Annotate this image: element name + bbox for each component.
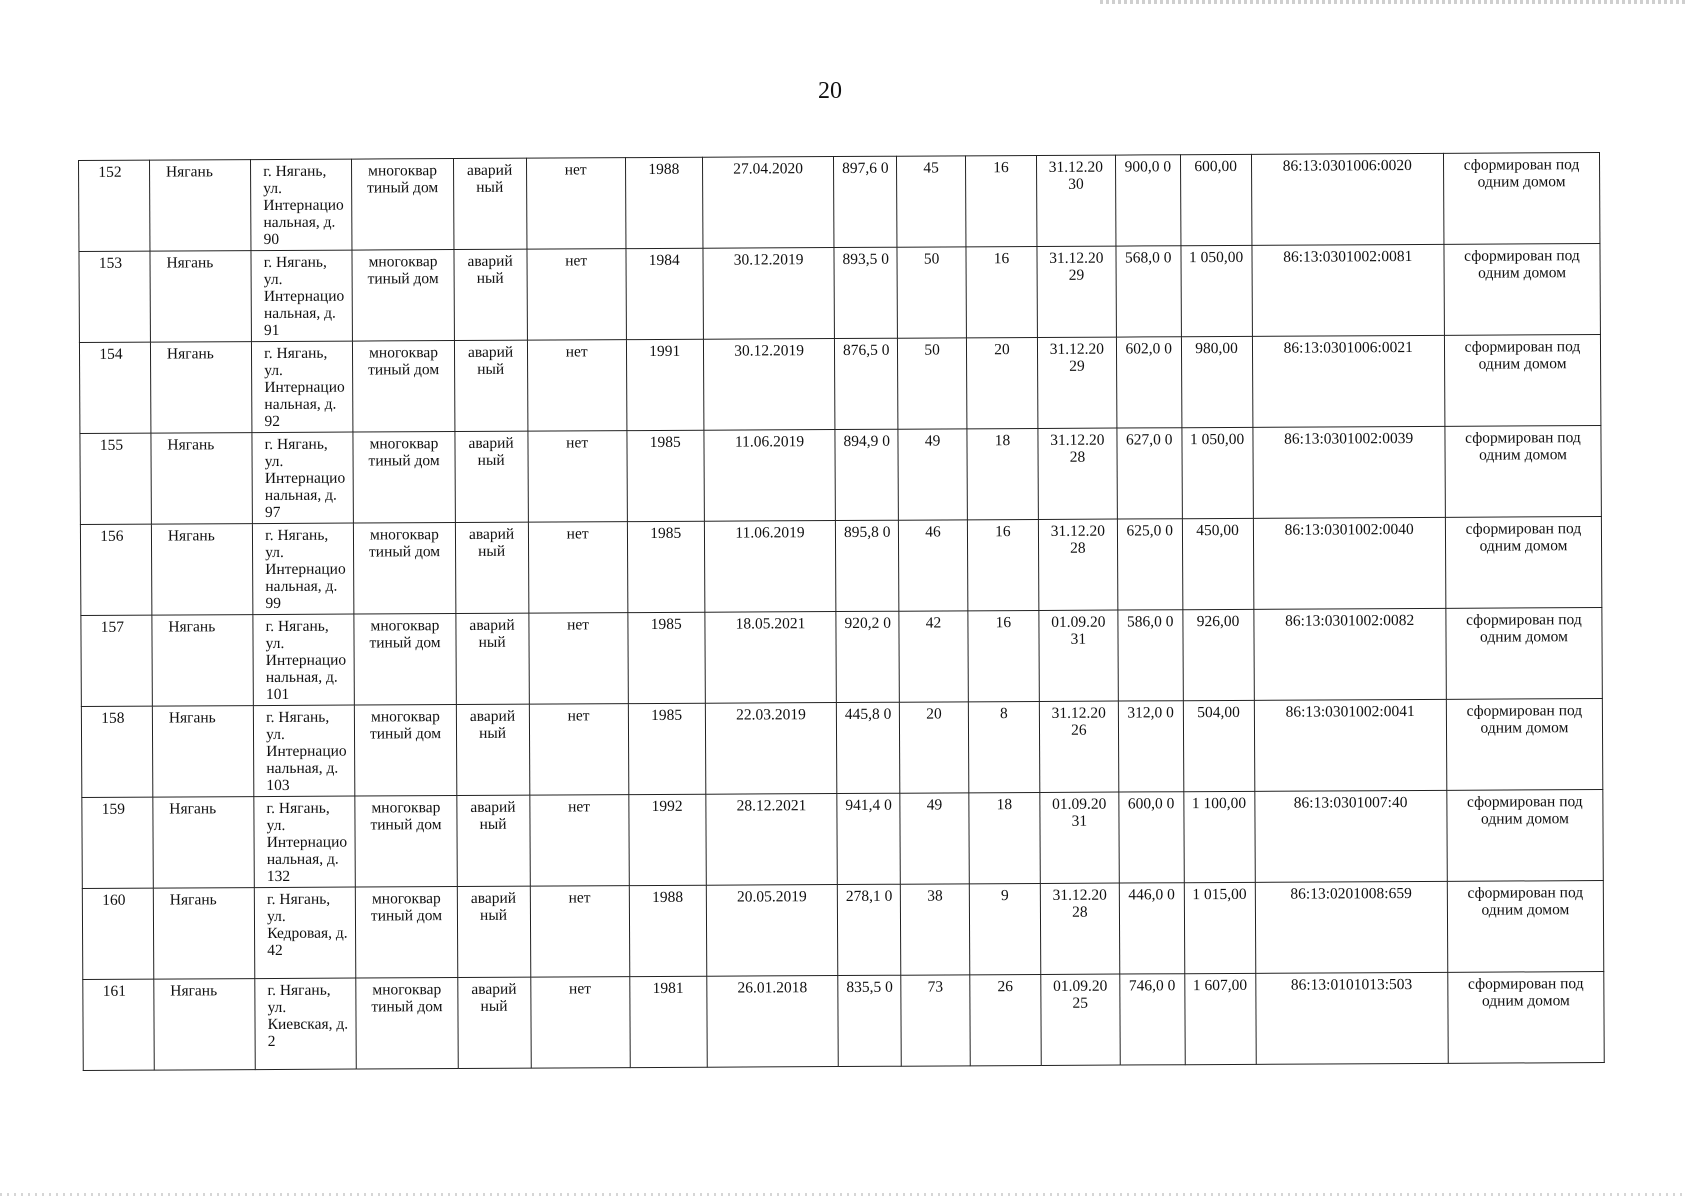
cell-deadline: 31.12.20 28 <box>1038 428 1117 519</box>
cell-cadastral-number: 86:13:0301007:40 <box>1254 790 1447 882</box>
cell-city: Нягань <box>150 342 252 434</box>
cell-apartments: 20 <box>966 337 1037 428</box>
cell-land-area: 900,0 0 <box>1115 155 1180 246</box>
cell-flag: нет <box>529 704 629 796</box>
cell-row-number: 153 <box>79 251 150 342</box>
cell-status: сформирован под одним домом <box>1447 881 1604 973</box>
cell-city: Нягань <box>151 524 253 616</box>
cell-address: г. Нягань, ул. Интернацио нальная, д. 99 <box>253 523 355 615</box>
cell-status: сформирован под одним домом <box>1444 335 1601 427</box>
cell-land-area: 446,0 0 <box>1119 883 1184 974</box>
cell-row-number: 158 <box>81 706 152 797</box>
cell-area: 897,6 0 <box>834 156 897 247</box>
cell-city: Нягань <box>152 706 254 798</box>
cell-city: Нягань <box>150 251 252 343</box>
cell-condition: аварий ный <box>456 795 529 886</box>
cell-residents: 73 <box>901 975 970 1066</box>
cell-status: сформирован под одним домом <box>1445 517 1602 609</box>
cell-address: г. Нягань, ул. Интернацио нальная, д. 103 <box>253 705 355 797</box>
cell-date: 11.06.2019 <box>704 521 836 613</box>
cell-flag: нет <box>528 613 628 705</box>
cell-cost: 1 015,00 <box>1184 882 1255 973</box>
cell-land-area: 602,0 0 <box>1116 337 1181 428</box>
housing-registry-table <box>78 152 1605 1071</box>
cell-row-number: 156 <box>80 524 151 615</box>
cell-year: 1985 <box>627 521 704 612</box>
cell-area: 895,8 0 <box>836 520 899 611</box>
cell-row-number: 152 <box>79 160 150 251</box>
table-row <box>81 608 1602 707</box>
cell-deadline: 01.09.20 25 <box>1041 974 1120 1065</box>
cell-residents: 45 <box>897 156 966 247</box>
table-row <box>82 790 1603 889</box>
cell-flag: нет <box>527 340 627 432</box>
cell-house-type: многоквар тиный дом <box>352 159 454 251</box>
cell-condition: аварий ный <box>454 340 527 431</box>
table-row <box>82 881 1603 980</box>
cell-house-type: многоквар тиный дом <box>353 432 455 524</box>
cell-house-type: многоквар тиный дом <box>355 705 457 797</box>
cell-deadline: 31.12.20 30 <box>1036 155 1115 246</box>
table-body <box>79 153 1605 1071</box>
cell-land-area: 746,0 0 <box>1120 974 1185 1065</box>
cell-cost: 450,00 <box>1182 518 1253 609</box>
cell-year: 1992 <box>629 794 706 885</box>
cell-address: г. Нягань, ул. Интернацио нальная, д. 91 <box>251 250 353 342</box>
cell-year: 1991 <box>626 339 703 430</box>
cell-cadastral-number: 86:13:0301006:0021 <box>1252 335 1445 427</box>
cell-cost: 504,00 <box>1183 700 1254 791</box>
cell-house-type: многоквар тиный дом <box>353 341 455 433</box>
cell-flag: нет <box>530 886 630 978</box>
cell-cost: 980,00 <box>1181 336 1252 427</box>
cell-status: сформирован под одним домом <box>1445 426 1602 518</box>
cell-date: 30.12.2019 <box>703 248 835 340</box>
cell-date: 11.06.2019 <box>704 430 836 522</box>
cell-residents: 49 <box>898 429 967 520</box>
cell-condition: аварий ный <box>454 249 527 340</box>
cell-residents: 38 <box>900 884 969 975</box>
cell-cost: 1 050,00 <box>1182 427 1253 518</box>
cell-city: Нягань <box>151 433 253 525</box>
cell-city: Нягань <box>154 979 256 1071</box>
cell-house-type: многоквар тиный дом <box>356 978 458 1070</box>
cell-house-type: многоквар тиный дом <box>355 796 457 888</box>
cell-city: Нягань <box>153 888 255 980</box>
cell-row-number: 154 <box>79 342 150 433</box>
cell-cost: 1 100,00 <box>1183 791 1254 882</box>
cell-deadline: 31.12.20 26 <box>1039 701 1118 792</box>
cell-condition: аварий ный <box>456 704 529 795</box>
cell-row-number: 155 <box>80 433 151 524</box>
cell-cadastral-number: 86:13:0301006:0020 <box>1251 153 1444 245</box>
cell-condition: аварий ный <box>457 977 530 1068</box>
cell-deadline: 31.12.20 28 <box>1038 519 1117 610</box>
cell-area: 278,1 0 <box>838 884 901 975</box>
cell-address: г. Нягань, ул. Интернацио нальная, д. 90 <box>251 159 353 251</box>
table-row <box>79 153 1600 252</box>
cell-house-type: многоквар тиный дом <box>356 887 458 979</box>
cell-city: Нягань <box>152 615 254 707</box>
cell-residents: 42 <box>899 611 968 702</box>
cell-land-area: 600,0 0 <box>1119 792 1184 883</box>
cell-flag: нет <box>529 795 629 887</box>
table-row <box>79 335 1600 434</box>
cell-city: Нягань <box>149 160 251 252</box>
cell-residents: 46 <box>899 520 968 611</box>
cell-date: 27.04.2020 <box>702 157 834 249</box>
cell-flag: нет <box>527 249 627 341</box>
cell-condition: аварий ный <box>456 613 529 704</box>
table-row <box>81 699 1602 798</box>
cell-deadline: 31.12.20 29 <box>1037 337 1116 428</box>
cell-condition: аварий ный <box>457 886 530 977</box>
cell-status: сформирован под одним домом <box>1443 153 1600 245</box>
cell-date: 20.05.2019 <box>706 885 838 977</box>
cell-area: 920,2 0 <box>836 611 899 702</box>
cell-cost: 926,00 <box>1183 609 1254 700</box>
cell-status: сформирован под одним домом <box>1444 244 1601 336</box>
cell-apartments: 16 <box>967 519 1038 610</box>
cell-year: 1988 <box>625 157 702 248</box>
cell-year: 1984 <box>626 248 703 339</box>
cell-city: Нягань <box>153 797 255 889</box>
cell-area: 445,8 0 <box>837 702 900 793</box>
cell-year: 1985 <box>628 612 705 703</box>
cell-year: 1985 <box>628 703 705 794</box>
cell-status: сформирован под одним домом <box>1446 699 1603 791</box>
cell-area: 941,4 0 <box>837 793 900 884</box>
page-number: 20 <box>818 78 842 104</box>
scan-noise-bottom <box>0 1193 1686 1196</box>
cell-year: 1981 <box>630 976 707 1067</box>
cell-row-number: 157 <box>81 615 152 706</box>
cell-address: г. Нягань, ул. Интернацио нальная, д. 101 <box>253 614 355 706</box>
scan-noise-top <box>1100 0 1686 4</box>
cell-row-number: 159 <box>82 797 153 888</box>
cell-year: 1985 <box>627 430 704 521</box>
cell-date: 18.05.2021 <box>705 612 837 704</box>
cell-date: 22.03.2019 <box>705 703 837 795</box>
cell-flag: нет <box>527 431 627 523</box>
cell-land-area: 627,0 0 <box>1117 428 1182 519</box>
cell-cadastral-number: 86:13:0301002:0041 <box>1254 699 1447 791</box>
cell-area: 894,9 0 <box>835 429 898 520</box>
cell-cadastral-number: 86:13:0301002:0040 <box>1253 517 1446 609</box>
cell-status: сформирован под одним домом <box>1447 790 1604 882</box>
cell-condition: аварий ный <box>455 522 528 613</box>
cell-deadline: 31.12.20 29 <box>1037 246 1116 337</box>
cell-area: 835,5 0 <box>838 975 901 1066</box>
cell-apartments: 16 <box>968 610 1039 701</box>
cell-year: 1988 <box>629 885 706 976</box>
cell-address: г. Нягань, ул. Интернацио нальная, д. 92 <box>252 341 354 433</box>
cell-date: 26.01.2018 <box>707 976 839 1068</box>
cell-address: г. Нягань, ул. Киевская, д. 2 <box>255 978 357 1070</box>
cell-date: 30.12.2019 <box>703 339 835 431</box>
cell-residents: 20 <box>899 702 968 793</box>
cell-apartments: 9 <box>969 883 1040 974</box>
cell-flag: нет <box>530 977 630 1069</box>
cell-apartments: 16 <box>965 155 1036 246</box>
cell-cadastral-number: 86:13:0301002:0082 <box>1253 608 1446 700</box>
cell-condition: аварий ный <box>455 431 528 522</box>
table-row <box>80 517 1601 616</box>
cell-apartments: 8 <box>968 701 1039 792</box>
cell-apartments: 18 <box>967 428 1038 519</box>
cell-status: сформирован под одним домом <box>1448 972 1605 1064</box>
table-row <box>83 972 1604 1071</box>
cell-house-type: многоквар тиный дом <box>352 250 454 342</box>
cell-apartments: 26 <box>970 974 1041 1065</box>
table-row <box>79 244 1600 343</box>
cell-area: 876,5 0 <box>835 338 898 429</box>
cell-residents: 49 <box>900 793 969 884</box>
cell-land-area: 312,0 0 <box>1118 701 1183 792</box>
cell-cost: 1 607,00 <box>1184 973 1255 1064</box>
cell-cadastral-number: 86:13:0301002:0039 <box>1252 426 1445 518</box>
cell-house-type: многоквар тиный дом <box>354 614 456 706</box>
cell-address: г. Нягань, ул. Кедровая, д. 42 <box>254 887 356 979</box>
cell-row-number: 161 <box>83 979 154 1070</box>
cell-address: г. Нягань, ул. Интернацио нальная, д. 97 <box>252 432 354 524</box>
cell-address: г. Нягань, ул. Интернацио нальная, д. 132 <box>254 796 356 888</box>
cell-flag: нет <box>528 522 628 614</box>
cell-cost: 600,00 <box>1180 154 1251 245</box>
cell-land-area: 625,0 0 <box>1117 519 1182 610</box>
cell-condition: аварий ный <box>453 158 526 249</box>
cell-cost: 1 050,00 <box>1181 245 1252 336</box>
cell-cadastral-number: 86:13:0201008:659 <box>1255 881 1448 973</box>
cell-apartments: 16 <box>966 246 1037 337</box>
cell-residents: 50 <box>898 338 967 429</box>
cell-status: сформирован под одним домом <box>1446 608 1603 700</box>
cell-deadline: 01.09.20 31 <box>1040 792 1119 883</box>
cell-flag: нет <box>526 158 626 250</box>
cell-date: 28.12.2021 <box>706 794 838 886</box>
cell-deadline: 31.12.20 28 <box>1040 883 1119 974</box>
cell-land-area: 568,0 0 <box>1116 246 1181 337</box>
cell-house-type: многоквар тиный дом <box>354 523 456 615</box>
cell-land-area: 586,0 0 <box>1118 610 1183 701</box>
cell-area: 893,5 0 <box>834 247 897 338</box>
cell-deadline: 01.09.20 31 <box>1039 610 1118 701</box>
cell-row-number: 160 <box>82 888 153 979</box>
cell-apartments: 18 <box>969 792 1040 883</box>
cell-cadastral-number: 86:13:0301002:0081 <box>1251 244 1444 336</box>
table-row <box>80 426 1601 525</box>
cell-residents: 50 <box>897 247 966 338</box>
cell-cadastral-number: 86:13:0101013:503 <box>1255 972 1448 1064</box>
